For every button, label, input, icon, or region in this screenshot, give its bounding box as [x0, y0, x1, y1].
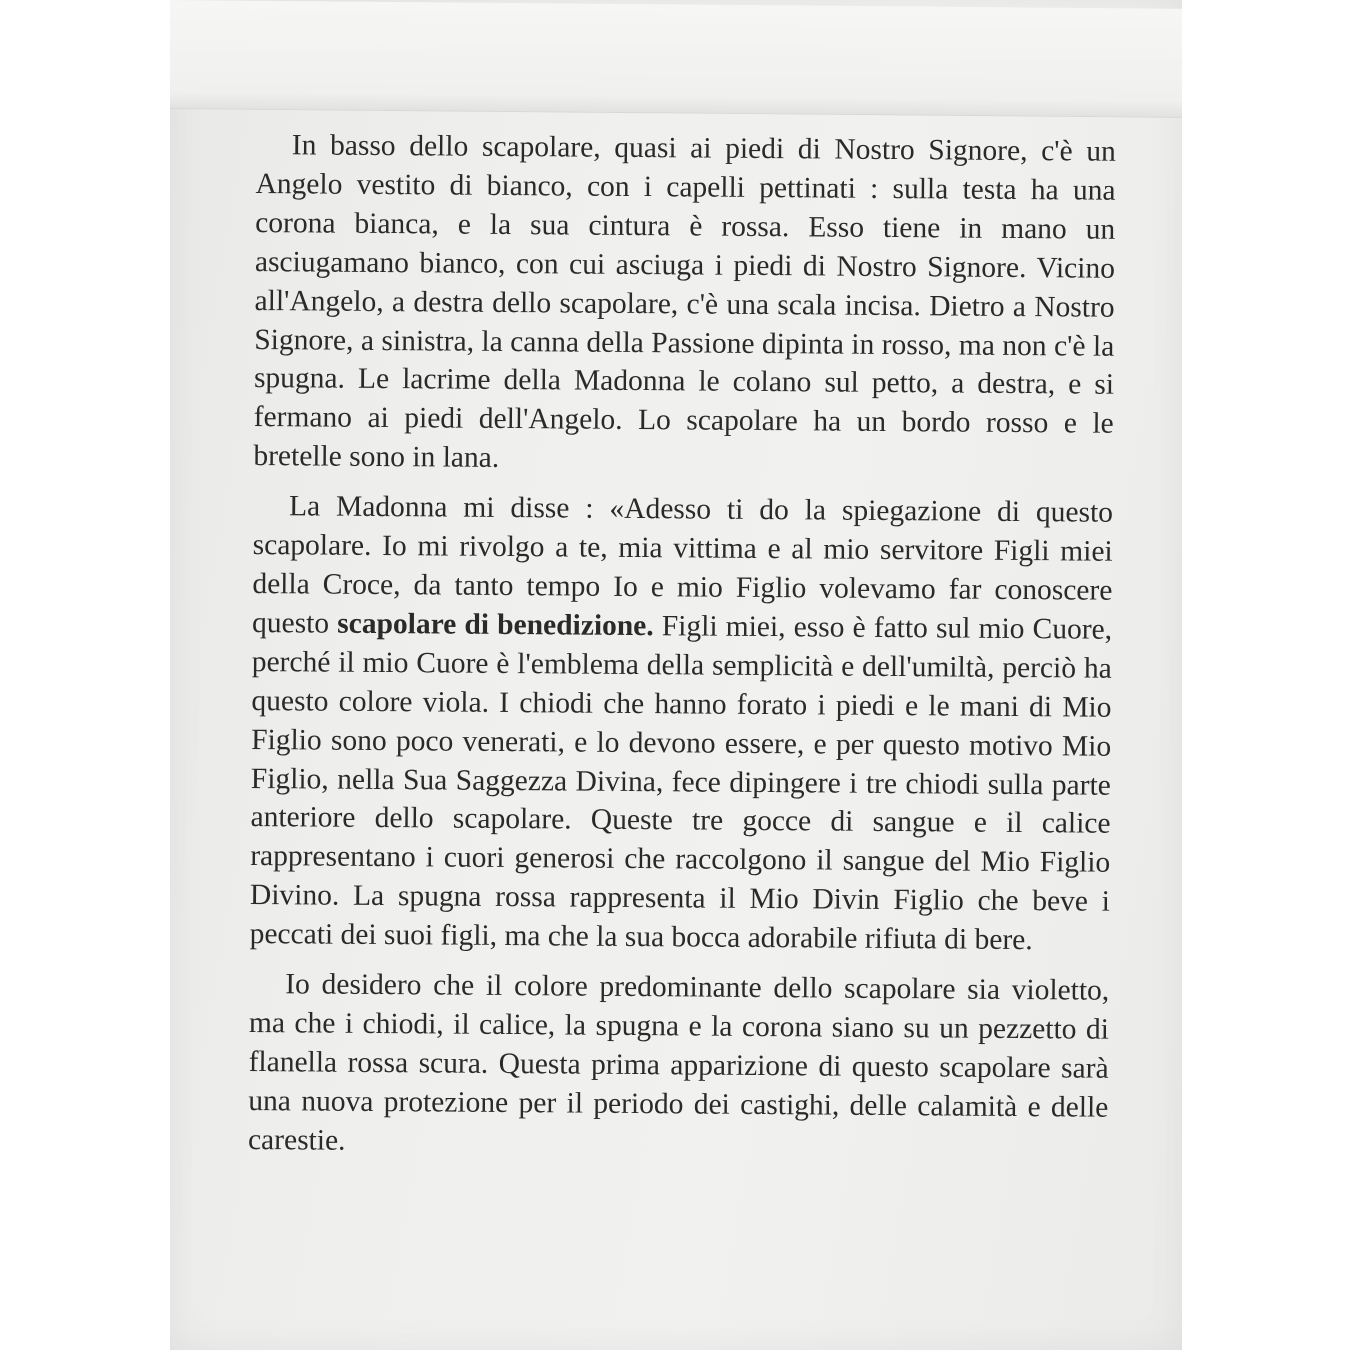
- body-text: [248, 126, 1116, 1177]
- paragraph-2: [249, 487, 1113, 961]
- paragraph-2-text-after: Figli miei, esso è fatto sul mio Cuore, perché il mio Cuore è l'emblema della semplicità e dell'umiltà, perciò ha questo colore viola. I chiodi che hanno forato i piedi e le mani di Mio Figlio sono poco venerati, e lo devono essere, e per questo motivo Mio Figlio, nella Sua Saggezza Divina, fece dipingere i tre chiodi sulla parte anteriore dello scapolare. Queste tre gocce di sangue e il calice rappresentano i cuori generosi che raccolgono il sangue del Mio Figlio Divino. La spugna rossa rappresenta il Mio Divin Figlio che beve i peccati dei suoi figli, ma che la sua bocca adorabile rifiuta di bere.: [249, 610, 1113, 957]
- page-fold: [170, 0, 1182, 118]
- paragraph-1: In basso dello scapolare, quasi ai piedi di Nostro Signore, c'è un Angelo vestito di bianco, con i capelli pettinati : sulla testa ha una corona bianca, e la sua cintura è rossa. Esso tiene in mano un asciugamano bianco, con cui asciuga i piedi di Nostro Signore. Vicino all'Angelo, a destra dello scapolare, c'è una scala incisa. Dietro a Nostro Signore, a sinistra, la canna della Passione dipinta in rosso, ma non c'è la spugna. Le lacrime della Madonna le colano sul petto, a destra, e si fermano ai piedi dell'Angelo. Lo scapolare ha un bordo rosso e le bretelle sono in lana.: [253, 129, 1116, 475]
- paragraph-2-text-before: La Madonna mi disse : «Adesso ti do la spiegazione di questo scapolare. Io mi rivolgo a te, mia vittima e al mio servitore Figli miei della Croce, da tanto tempo Io e mio Figlio volevamo far conoscere questo: [251, 490, 1114, 640]
- paragraph-3: Io desidero che il colore predominante dello scapolare sia violetto, ma che i chiodi, il calice, la spugna e la corona siano su un pezzetto di flanella rossa scura. Questa prima apparizione di questo scapolare sarà una nuova protezione per il periodo dei castighi, delle calamità e delle carestie.: [247, 968, 1110, 1157]
- paragraph-2-bold-phrase: scapolare di benedizione.: [337, 607, 654, 643]
- printed-page: [170, 0, 1182, 1350]
